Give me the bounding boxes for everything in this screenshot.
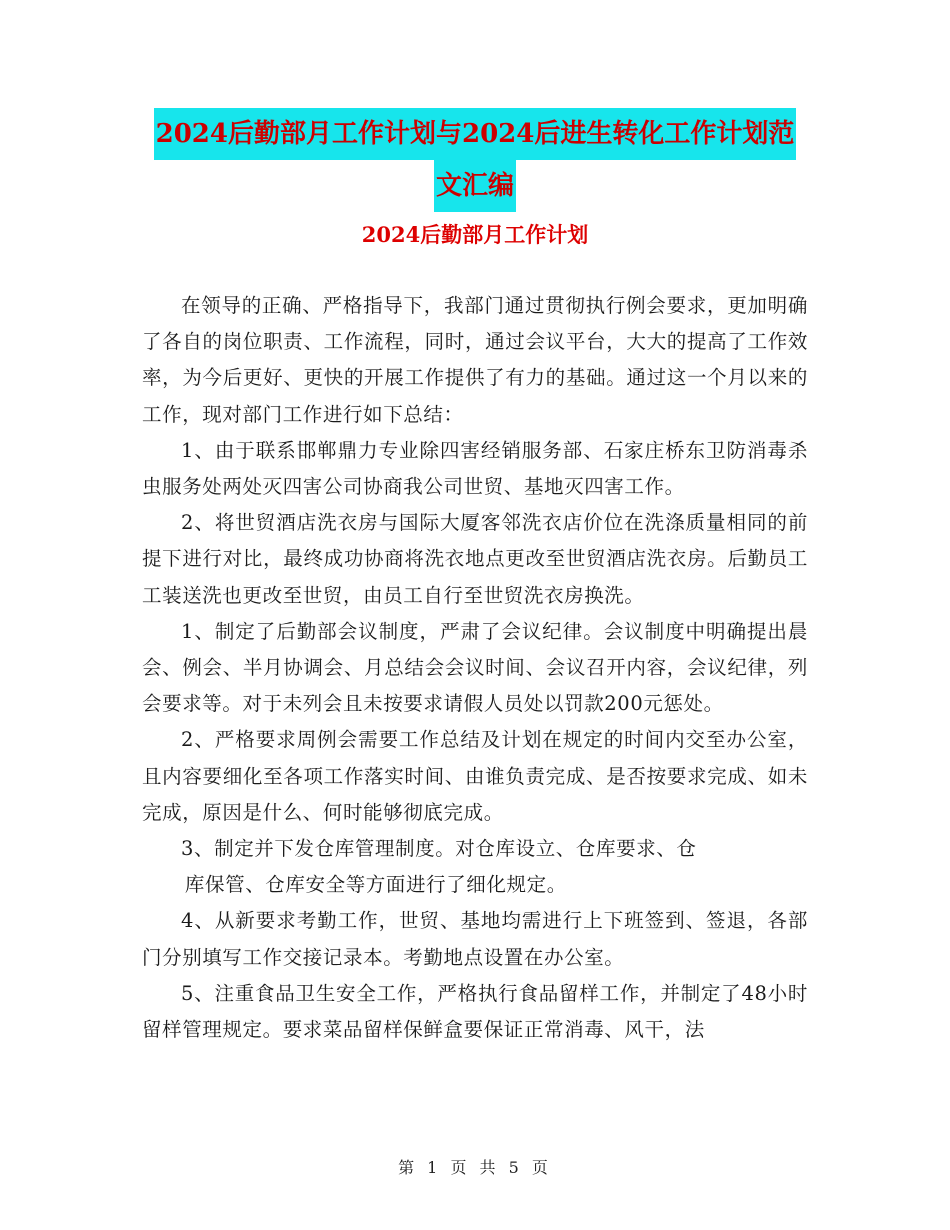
- paragraph-item: 5、注重食品卫生安全工作，严格执行食品留样工作，并制定了48小时留样管理规定。要求菜品留样保鲜盒要保证正常消毒、风干，法: [142, 981, 808, 1042]
- paragraph-item: 1、制定了后勤部会议制度，严肃了会议纪律。会议制度中明确提出晨会、例会、半月协调会、月总结会会议时间、会议召开内容，会议纪律，列会要求等。对于未列会且未按要求请假人员处以罚款200元惩处。: [142, 619, 808, 716]
- document-title-line-2: 文汇编: [434, 160, 516, 212]
- document-body: [142, 288, 808, 1048]
- paragraph-item: 2、严格要求周例会需要工作总结及计划在规定的时间内交至办公室，且内容要细化至各项工作落实时间、由谁负责完成、是否按要求完成、如未完成，原因是什么、何时能够彻底完成。: [142, 728, 808, 824]
- section-title: 2024后勤部月工作计划: [361, 222, 589, 247]
- document-title: [0, 108, 950, 212]
- paragraph-item: 2、将世贸酒店洗衣房与国际大厦客邻洗衣店价位在洗涤质量相同的前提下进行对比，最终成功协商将洗衣地点更改至世贸酒店洗衣房。后勤员工工装送洗也更改至世贸，由员工自行至世贸洗衣房换洗。: [142, 511, 808, 607]
- page-number-footer: 第 1 页 共 5 页: [398, 1158, 552, 1177]
- paragraph-continuation: 库保管、仓库安全等方面进行了细化规定。: [184, 873, 567, 897]
- paragraph-item: 1、由于联系邯郸鼎力专业除四害经销服务部、石家庄桥东卫防消毒杀虫服务处两处灭四害公司协商我公司世贸、基地灭四害工作。: [142, 438, 808, 499]
- document-title-line-1: 2024后勤部月工作计划与2024后进生转化工作计划范: [154, 108, 797, 160]
- paragraph-item: 4、从新要求考勤工作，世贸、基地均需进行上下班签到、签退，各部门分别填写工作交接记录本。考勤地点设置在办公室。: [142, 909, 808, 969]
- paragraph-item: 3、制定并下发仓库管理制度。对仓库设立、仓库要求、仓: [181, 837, 697, 861]
- paragraph-intro: 在领导的正确、严格指导下，我部门通过贯彻执行例会要求，更加明确了各自的岗位职责、工作流程，同时，通过会议平台，大大的提高了工作效率，为今后更好、更快的开展工作提供了有力的基础。通过这一个月以来的工作，现对部门工作进行如下总结：: [142, 294, 808, 426]
